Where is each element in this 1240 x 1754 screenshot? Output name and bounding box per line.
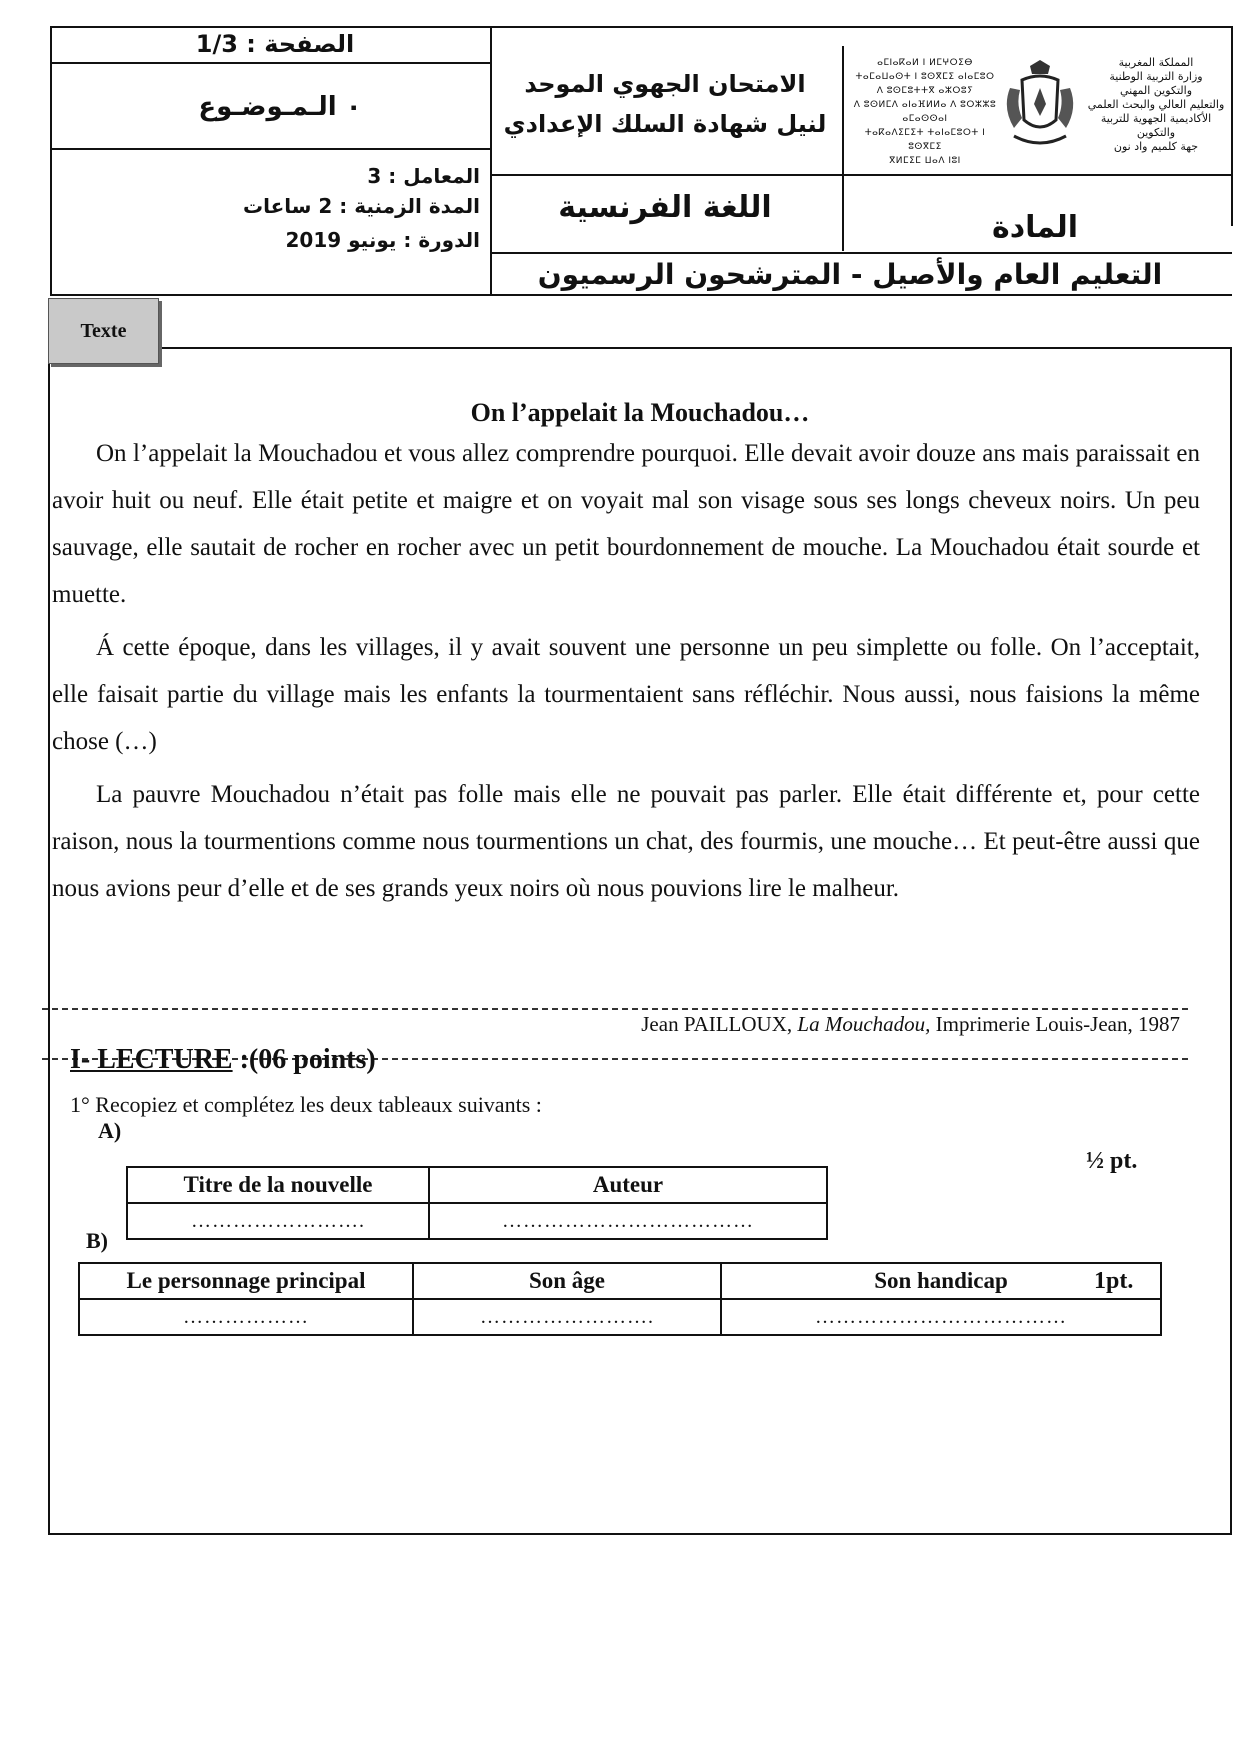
ministry-arabic: المملكة المغربية وزارة التربية الوطنية والتكوين المهني والتعليم العالي والبحث العلمي الأكاديمية الجهوية للتربية والتكوين جهة كلميم واد نون bbox=[1087, 56, 1225, 153]
table-a-header-author: Auteur bbox=[429, 1167, 827, 1203]
text-source bbox=[540, 1012, 1180, 1037]
duration: المدة الزمنية : 2 ساعات bbox=[242, 194, 480, 218]
source-book: La Mouchadou, bbox=[797, 1012, 931, 1036]
coefficient: المعامل : 3 bbox=[367, 164, 480, 188]
table-a-blank-author[interactable]: ……………………………… bbox=[429, 1203, 827, 1239]
table-a-header-title: Titre de la nouvelle bbox=[127, 1167, 429, 1203]
table-b-header-character: Le personnage principal bbox=[79, 1263, 413, 1299]
lecture-points: :(06 points) bbox=[239, 1044, 376, 1075]
source-author: Jean PAILLOUX, bbox=[641, 1012, 793, 1036]
lecture-heading bbox=[70, 1044, 376, 1076]
paragraph: Á cette époque, dans les villages, il y avait souvent une personne un peu simplette ou folle. On l’acceptait, elle faisait partie du village mais les enfants la tourmentaient sans réfléchir. Nous aussi, nous faisions la même chose (…) bbox=[52, 634, 1200, 755]
table-b-blank-age[interactable]: ……………………. bbox=[413, 1299, 721, 1335]
track-label: التعليم العام والأصيل - المترشحون الرسميون bbox=[537, 258, 1163, 291]
text-body bbox=[52, 430, 1200, 918]
lecture-title: I- LECTURE bbox=[70, 1044, 233, 1075]
table-b bbox=[78, 1262, 1162, 1336]
part-b-label: B) bbox=[86, 1228, 108, 1253]
texte-tab: Texte bbox=[48, 298, 159, 364]
tifinagh-text: ⴰⵎⵏⴰⴽⴰⵍ ⵏ ⵍⵎⵖⵔⵉⴱ ⵜⴰⵎⴰⵡⴰⵙⵜ ⵏ ⵓⵙⴳⵎⵉ ⴰⵏⴰⵎⵓⵔ ⴷ ⵓⵙⵎⵓⵜⵜⴳ ⴰⵣⵔⵓⵢ ⴷ ⵓⵙⵍⵎⴷ ⴰⵏⴰⴼⵍⵍⴰ ⴷ ⵓⵔⵣⵣⵓ ⴰⵎⴰⵙⵙⴰⵏ ⵜⴰⴽⴰⴷⵉⵎⵉⵜ ⵜⴰⵏⴰⵎⵓⵔⵜ ⵏ ⵓⵙⴳⵎⵉ ⴳⵍⵎⵉⵎ ⵡⴰⴷ ⵏⵓⵏ bbox=[853, 58, 997, 166]
part-a-label: A) bbox=[98, 1118, 122, 1143]
paragraph: La pauvre Mouchadou n’était pas folle mais elle ne pouvait pas parler. Elle était différente et, pour cette raison, nous la tourmentions comme nous tourmentions un chat, des fourmis, une mouche… Et peut-être aussi que nous avions peur d’elle et de ses grands yeux noirs où nous pouvions lire le malheur. bbox=[52, 781, 1200, 902]
subject-field-label: المادة bbox=[991, 210, 1079, 245]
subject-label: ٠ الـمـوضـوع bbox=[198, 92, 362, 122]
table-b-header-age: Son âge bbox=[413, 1263, 721, 1299]
table-a bbox=[126, 1166, 828, 1240]
part-b-points: 1pt. bbox=[1094, 1268, 1134, 1294]
session: الدورة : يونيو 2019 bbox=[285, 228, 480, 252]
subject-value: اللغة الفرنسية bbox=[558, 190, 772, 225]
source-publisher: Imprimerie Louis-Jean, 1987 bbox=[935, 1012, 1180, 1036]
table-b-blank-handicap[interactable]: ……………………………… bbox=[721, 1299, 1161, 1335]
ministry-block bbox=[850, 56, 1230, 172]
paragraph: On l’appelait la Mouchadou et vous allez comprendre pourquoi. Elle devait avoir douze ans mais paraissait en avoir huit ou neuf. Elle était petite et maigre et on voyait mal son visage sous ses longs cheveux noirs. Un peu sauvage, elle sautait de rocher en rocher avec un petit bourdonnement de mouche. La Mouchadou était sourde et muette. bbox=[52, 440, 1200, 608]
table-b-header-handicap: Son handicap bbox=[721, 1263, 1161, 1299]
coat-of-arms-icon bbox=[1000, 58, 1080, 158]
question-1: 1° Recopiez et complétez les deux tableaux suivants : bbox=[70, 1092, 542, 1117]
table-a-blank-title[interactable]: ……………………. bbox=[127, 1203, 429, 1239]
text-title: On l’appelait la Mouchadou… bbox=[470, 398, 810, 427]
exam-title-line1: الامتحان الجهوي الموحد bbox=[524, 70, 806, 98]
exam-title-line2: لنيل شهادة السلك الإعدادي bbox=[503, 110, 827, 138]
part-a-points: ½ pt. bbox=[1086, 1148, 1138, 1174]
page-number: الصفحة : 1/3 bbox=[195, 30, 355, 58]
table-b-blank-character[interactable]: ……………… bbox=[79, 1299, 413, 1335]
separator bbox=[42, 1008, 1188, 1010]
